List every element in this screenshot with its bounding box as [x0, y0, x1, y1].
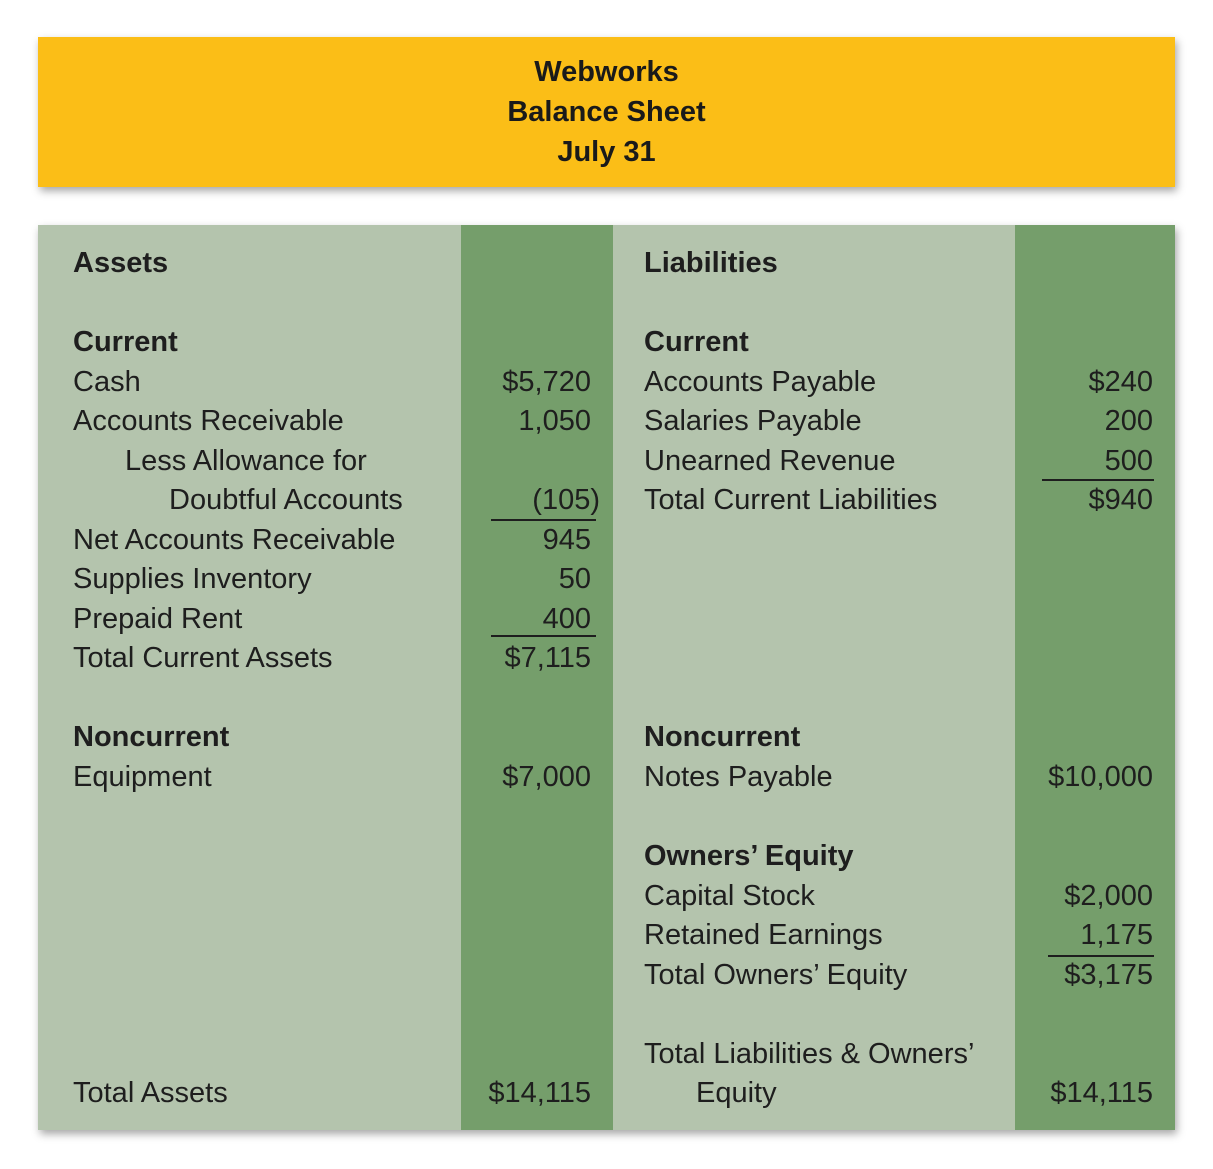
- total-owners-equity-label: Total Owners’ Equity: [644, 959, 908, 991]
- salaries-payable-value: 200: [1104, 405, 1153, 437]
- subtotal-rule: [491, 635, 596, 637]
- total-liabilities-equity-label-line1: Total Liabilities & Owners’: [644, 1038, 975, 1070]
- salaries-payable-label: Salaries Payable: [644, 405, 862, 437]
- total-assets-value: $14,115: [488, 1077, 591, 1109]
- liabilities-heading: Liabilities: [644, 247, 778, 279]
- allowance-value: (105): [532, 484, 600, 516]
- title-banner: [38, 37, 1175, 187]
- assets-heading: Assets: [73, 247, 169, 279]
- capital-stock-label: Capital Stock: [644, 880, 815, 912]
- statement-date: July 31: [557, 136, 656, 168]
- current-assets-heading: Current: [73, 326, 178, 358]
- company-name: Webworks: [534, 56, 679, 88]
- statement-title: Balance Sheet: [507, 96, 706, 128]
- cash-label: Cash: [73, 366, 141, 398]
- total-assets-label: Total Assets: [73, 1077, 228, 1109]
- noncurrent-assets-heading: Noncurrent: [73, 721, 230, 753]
- total-liabilities-equity-value: $14,115: [1050, 1077, 1153, 1109]
- net-accounts-receivable-label: Net Accounts Receivable: [73, 524, 396, 556]
- allowance-label-line2: Doubtful Accounts: [169, 484, 403, 516]
- total-current-liabilities-value: $940: [1088, 484, 1153, 516]
- current-liabilities-heading: Current: [644, 326, 749, 358]
- assets-amount-column: [461, 225, 613, 1130]
- equipment-value: $7,000: [502, 761, 591, 793]
- unearned-revenue-label: Unearned Revenue: [644, 445, 896, 477]
- accounts-receivable-label: Accounts Receivable: [73, 405, 344, 437]
- accounts-receivable-value: 1,050: [518, 405, 591, 437]
- supplies-inventory-value: 50: [558, 563, 591, 595]
- accounts-payable-label: Accounts Payable: [644, 366, 877, 398]
- noncurrent-liabilities-heading: Noncurrent: [644, 721, 801, 753]
- accounts-payable-value: $240: [1088, 366, 1153, 398]
- subtotal-rule: [1042, 479, 1154, 481]
- net-accounts-receivable-value: 945: [542, 524, 591, 556]
- total-current-liabilities-label: Total Current Liabilities: [644, 484, 938, 516]
- balance-sheet-panel: [38, 225, 1175, 1130]
- total-liabilities-equity-label-line2: Equity: [696, 1077, 777, 1109]
- total-owners-equity-value: $3,175: [1064, 959, 1153, 991]
- retained-earnings-label: Retained Earnings: [644, 919, 883, 951]
- subtotal-rule: [491, 519, 596, 521]
- allowance-label-line1: Less Allowance for: [125, 445, 367, 477]
- cash-value: $5,720: [502, 366, 591, 398]
- prepaid-rent-label: Prepaid Rent: [73, 603, 243, 635]
- equipment-label: Equipment: [73, 761, 212, 793]
- unearned-revenue-value: 500: [1104, 445, 1153, 477]
- total-current-assets-label: Total Current Assets: [73, 642, 333, 674]
- capital-stock-value: $2,000: [1064, 880, 1153, 912]
- notes-payable-value: $10,000: [1048, 761, 1153, 793]
- total-current-assets-value: $7,115: [504, 642, 591, 674]
- retained-earnings-value: 1,175: [1080, 919, 1153, 951]
- notes-payable-label: Notes Payable: [644, 761, 833, 793]
- prepaid-rent-value: 400: [542, 603, 591, 635]
- liabilities-amount-column: [1015, 225, 1175, 1130]
- owners-equity-heading: Owners’ Equity: [644, 840, 854, 872]
- supplies-inventory-label: Supplies Inventory: [73, 563, 312, 595]
